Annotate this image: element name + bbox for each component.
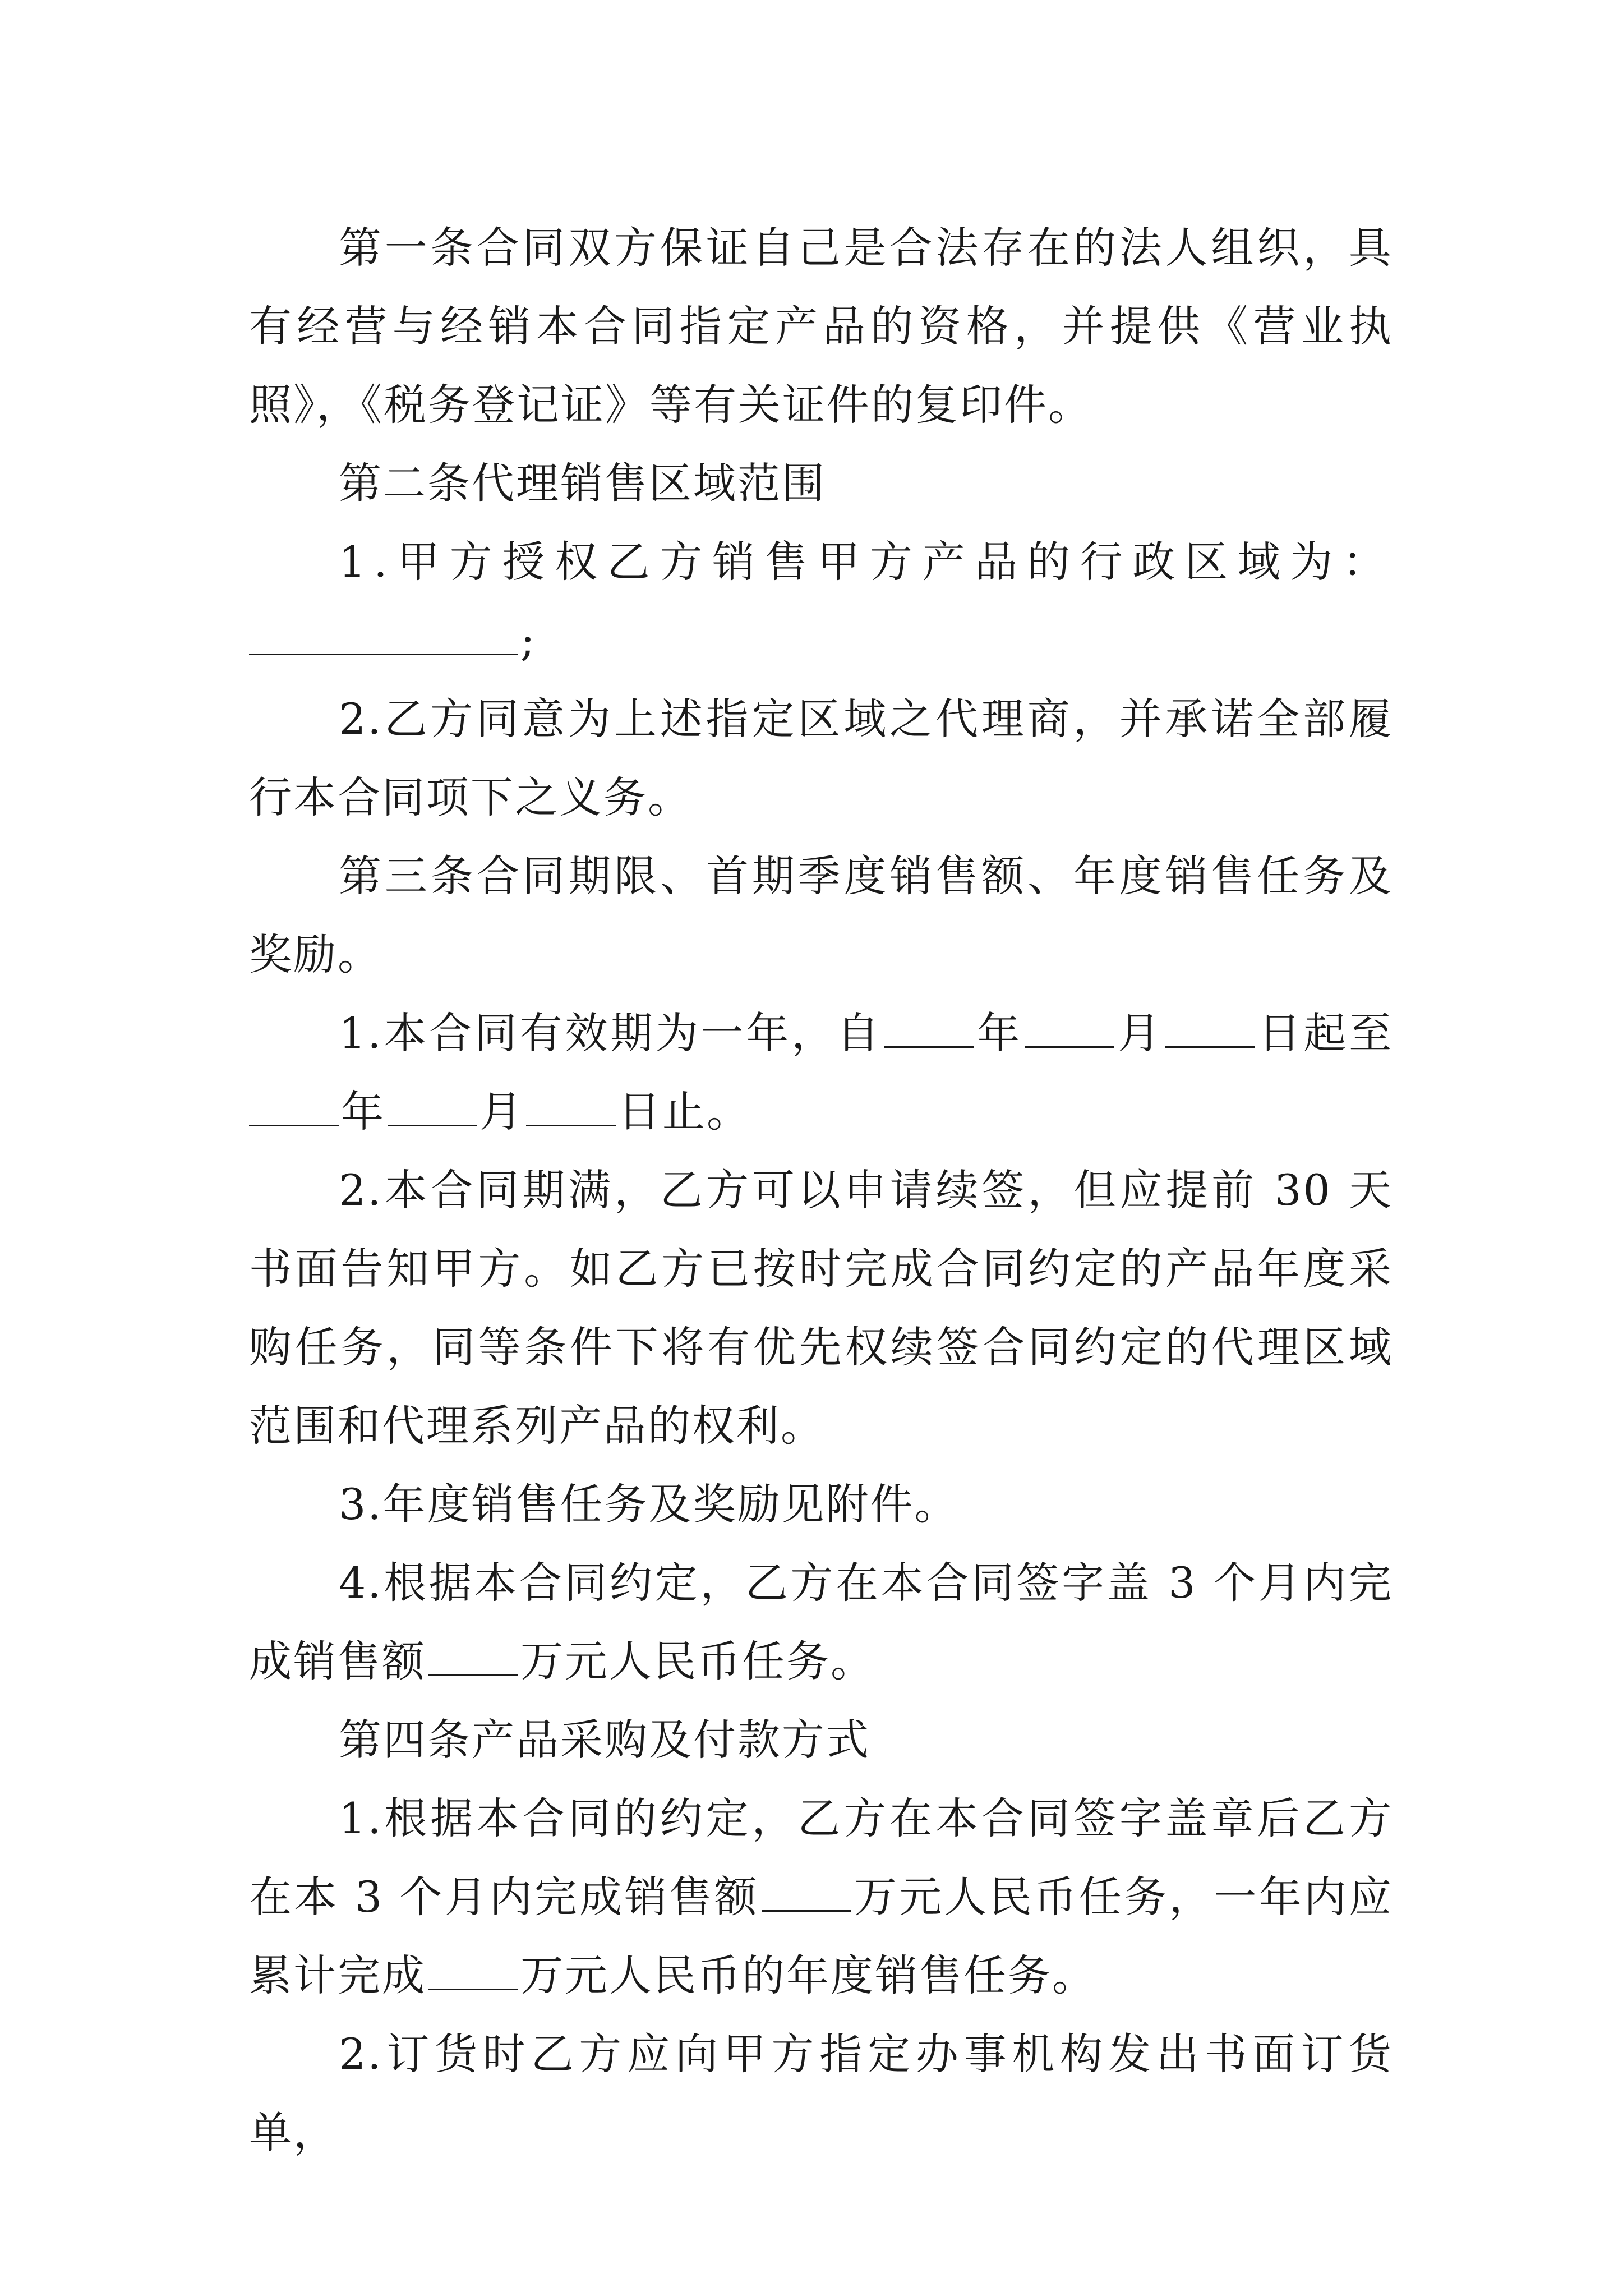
article-3-clause-3-text: 3.年度销售任务及奖励见附件。 [339,1479,959,1529]
article-3-clause-3 [249,1465,1393,1544]
article-4-clause-2 [249,2015,1393,2172]
article-3-title-text: 第三条合同期限、首期季度销售额、年度销售任务及奖励。 [249,851,1393,979]
article-3-clause-4 [249,1544,1393,1701]
term-text-2: 年 [976,1008,1023,1058]
start-year-blank [884,1011,974,1048]
contract-body [249,209,1393,2172]
purchase-quarter-blank [762,1875,851,1912]
article-3-title [249,837,1393,994]
purchase-annual-blank [428,1954,518,1990]
article-1-text: 第一条合同双方保证自己是合法存在的法人组织，具有经营与经销本合同指定产品的资格，并提供《营业执照》，《税务登记证》等有关证件的复印件。 [249,223,1393,430]
quarter-sales-text-1: 4.根据本合同约定，乙方在本合同签字盖 3 个月内完成销售额 [249,1558,1393,1686]
term-text-7: 日止。 [618,1087,751,1137]
term-text-6: 月 [479,1087,524,1137]
end-day-blank [526,1090,616,1126]
article-3-clause-2-text: 2.本合同期满，乙方可以申请续签，但应提前 30 天书面告知甲方。如乙方已按时完成合同约定的产品年度采购任务，同等条件下将有优先权续签合同约定的代理区域范围和代理系列产品的权利。 [249,1165,1393,1451]
article-2-title-text: 第二条代理销售区域范围 [339,458,826,508]
article-2-clause-1 [249,523,1393,601]
region-blank [249,619,518,655]
article-4-title [249,1701,1393,1779]
region-blank-terminator: ; [520,615,537,665]
article-4-clause-1 [249,1779,1393,2015]
quarter-sales-text-2: 万元人民币任务。 [520,1636,875,1686]
article-3-clause-1 [249,994,1393,1151]
term-text-3: 月 [1117,1008,1163,1058]
purchase-text-2: 万元人民币任务，一年内应累计完成 [249,1872,1394,2000]
article-2-clause-2 [249,680,1393,837]
end-month-blank [388,1090,477,1126]
article-1-paragraph [249,209,1393,444]
end-year-blank [249,1090,339,1126]
article-3-clause-2 [249,1151,1393,1465]
article-4-title-text: 第四条产品采购及付款方式 [339,1715,870,1765]
article-2-clause-1-text: 1.甲方授权乙方销售甲方产品的行政区域为： [339,537,1393,587]
purchase-text-1: 1.根据本合同的约定，乙方在本合同签字盖章后乙方在本 3 个月内完成销售额 [249,1793,1393,1922]
article-2-clause-1-continued [249,601,1393,680]
term-text-1: 1.本合同有效期为一年，自 [339,1008,882,1058]
start-day-blank [1165,1011,1255,1048]
quarter-sales-blank [428,1640,518,1676]
purchase-text-3: 万元人民币的年度销售任务。 [520,1950,1096,2000]
start-month-blank [1025,1011,1114,1048]
term-text-4: 日起至 [1257,1008,1394,1058]
term-text-5: 年 [341,1087,385,1137]
article-4-clause-2-text: 2.订货时乙方应向甲方指定办事机构发出书面订货单， [249,2029,1393,2157]
article-2-title [249,444,1393,523]
article-2-clause-2-text: 2.乙方同意为上述指定区域之代理商，并承诺全部履行本合同项下之义务。 [249,694,1393,822]
